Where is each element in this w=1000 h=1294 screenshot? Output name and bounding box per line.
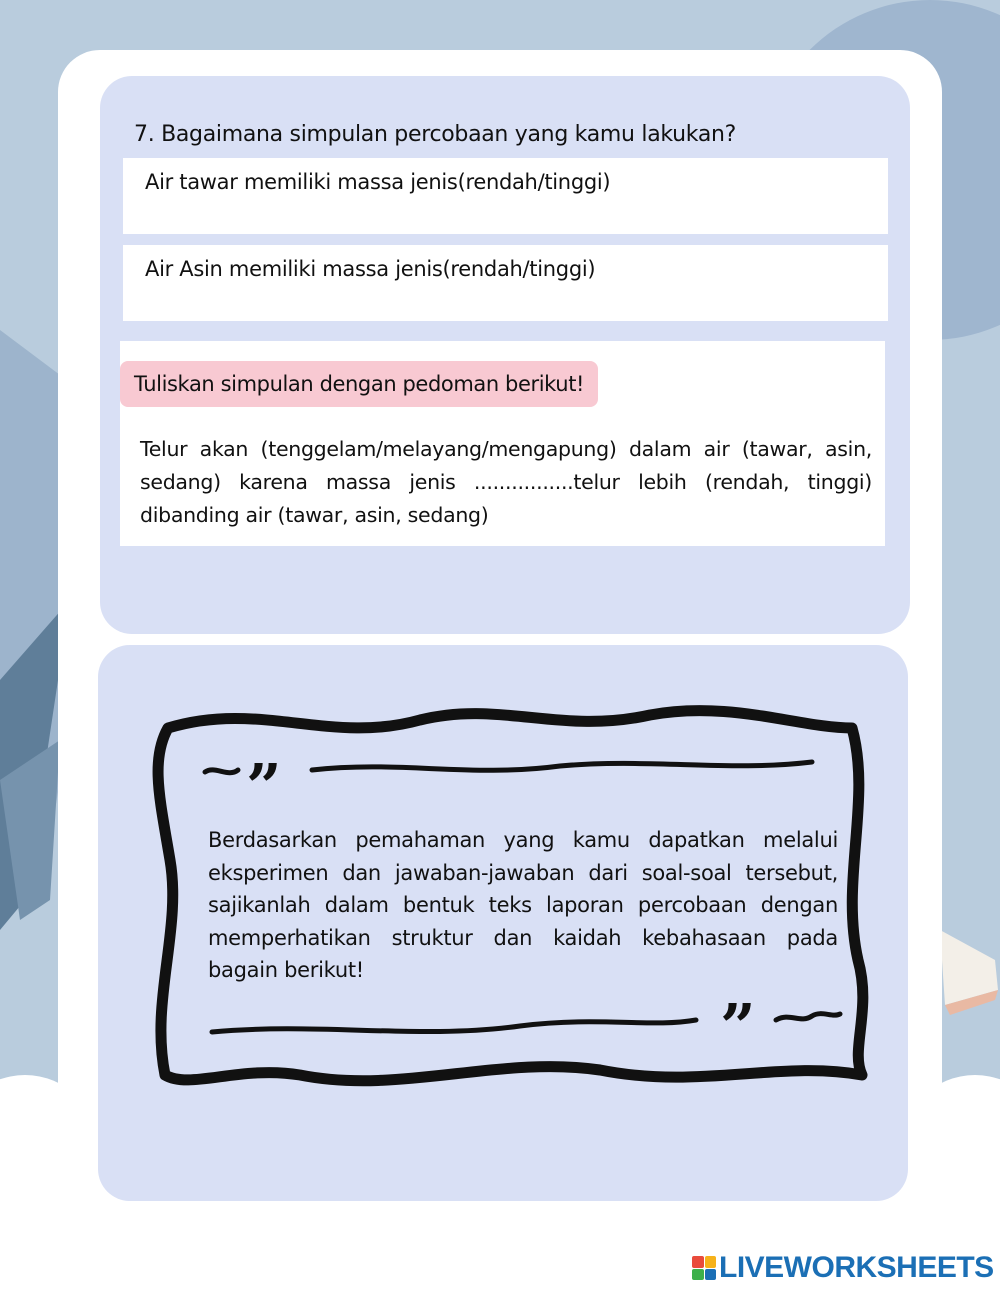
logo-text: LIVEWORKSHEETS — [719, 1251, 994, 1284]
guide-answer-box[interactable] — [120, 341, 885, 546]
answer-field-label: Air Asin memiliki massa jenis(rendah/tinggi) — [145, 257, 596, 281]
answer-field-salt-water[interactable] — [123, 245, 888, 321]
guide-text: Telur akan (tenggelam/melayang/mengapung) dalam air (tawar, asin, sedang) karena massa jenis ................telur lebih (rendah, tinggi) dibanding air (tawar, asin, sedang) — [140, 437, 872, 527]
question-title: 7. Bagaimana simpulan percobaan yang kamu lakukan? — [134, 122, 737, 147]
answer-field-fresh-water[interactable] — [123, 158, 888, 234]
close-quote: ” — [720, 990, 756, 1063]
answer-field-label: Air tawar memiliki massa jenis(rendah/tinggi) — [145, 170, 611, 194]
guide-badge: Tuliskan simpulan dengan pedoman berikut! — [120, 361, 598, 407]
logo-icon — [692, 1256, 716, 1280]
liveworksheets-logo[interactable] — [692, 1252, 994, 1284]
open-quote: ” — [246, 750, 282, 823]
instruction-text: Berdasarkan pemahaman yang kamu dapatkan melalui eksperimen dan jawaban-jawaban dari soal-soal tersebut, sajikanlah dalam bentuk teks laporan percobaan dengan memperhatikan struktur dan kaidah kebahasaan pada bagain berikut! — [208, 828, 838, 982]
